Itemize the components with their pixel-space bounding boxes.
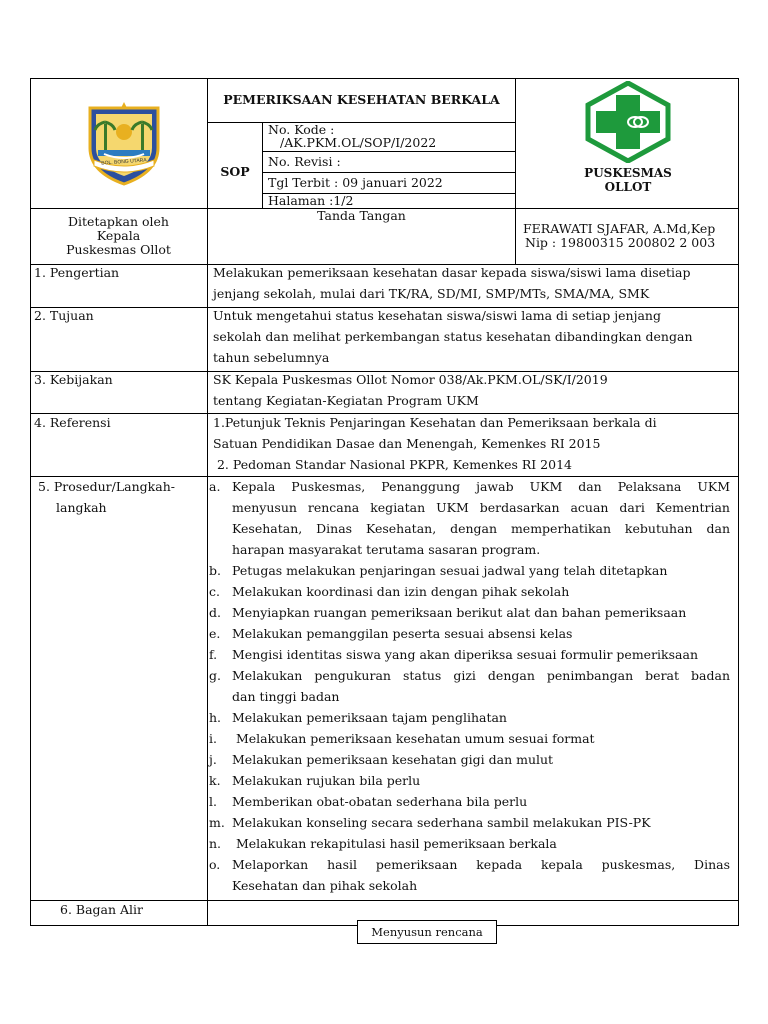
bagan-alir-label: 6. Bagan Alir xyxy=(60,902,144,917)
step-text: Kesehatan dan pihak sekolah xyxy=(232,878,418,893)
document-title: PEMERIKSAAN KESEHATAN BERKALA xyxy=(223,92,500,107)
ditetapkan-line3: Puskesmas Ollot xyxy=(66,242,171,257)
step-marker: n. xyxy=(209,836,222,851)
no-kode-label: No. Kode : xyxy=(268,122,335,137)
step-text: Kesehatan, Dinas Kesehatan, dengan memperhatikan kebutuhan dan xyxy=(232,521,730,536)
step-marker: f. xyxy=(209,647,218,662)
step-marker: o. xyxy=(209,857,221,872)
step-marker: m. xyxy=(209,815,225,830)
ditetapkan-line1: Ditetapkan oleh xyxy=(68,214,169,229)
step-text: Melakukan pemeriksaan kesehatan umum sesuai format xyxy=(232,731,595,746)
pengertian-label: 1. Pengertian xyxy=(34,265,120,280)
kebijakan-line: SK Kepala Puskesmas Ollot Nomor 038/Ak.PKM.OL/SK/I/2019 xyxy=(213,372,608,387)
referensi-line: 1.Petunjuk Teknis Penjaringan Kesehatan dan Pemeriksaan berkala di xyxy=(213,415,657,430)
step-text: menyusun rencana kegiatan UKM berdasarkan acuan dari Kementrian xyxy=(232,500,730,515)
no-kode-value: /AK.PKM.OL/SOP/I/2022 xyxy=(280,135,437,150)
step-marker: h. xyxy=(209,710,222,725)
puskesmas-logo xyxy=(582,81,674,163)
flowchart-box-label: Menyusun rencana xyxy=(371,925,483,939)
regency-logo xyxy=(84,102,164,186)
org-name-line2: OLLOT xyxy=(604,180,652,194)
tujuan-line: tahun sebelumnya xyxy=(213,350,330,365)
step-text: Petugas melakukan penjaringan sesuai jadwal yang telah ditetapkan xyxy=(232,563,668,578)
step-marker: e. xyxy=(209,626,221,641)
step-marker: b. xyxy=(209,563,221,578)
step-text: Melakukan rujukan bila perlu xyxy=(232,773,421,788)
step-text: Kepala Puskesmas, Penanggung jawab UKM dan Pelaksana UKM xyxy=(232,479,730,494)
tanda-tangan: Tanda Tangan xyxy=(317,208,406,223)
step-marker: c. xyxy=(209,584,220,599)
signer-nip: Nip : 19800315 200802 2 003 xyxy=(525,235,716,250)
pengertian-line: jenjang sekolah, mulai dari TK/RA, SD/MI, SMP/MTs, SMA/MA, SMK xyxy=(213,286,650,301)
step-text: Melakukan rekapitulasi hasil pemeriksaan berkala xyxy=(232,836,557,851)
step-marker: k. xyxy=(209,773,221,788)
step-text: Melakukan konseling secara sederhana sambil melakukan PIS-PK xyxy=(232,815,651,830)
step-text: harapan masyarakat terutama sasaran program. xyxy=(232,542,541,557)
referensi-line: Satuan Pendidikan Dasae dan Menengah, Kemenkes RI 2015 xyxy=(213,436,601,451)
step-text: Melakukan koordinasi dan izin dengan pihak sekolah xyxy=(232,584,570,599)
step-text: Melakukan pemanggilan peserta sesuai absensi kelas xyxy=(232,626,573,641)
pengertian-line: Melakukan pemeriksaan kesehatan dasar kepada siswa/siswi lama disetiap xyxy=(213,265,691,280)
prosedur-label: 5. Prosedur/Langkah- xyxy=(38,479,175,494)
tgl-terbit: Tgl Terbit : 09 januari 2022 xyxy=(268,175,443,190)
step-text: Melakukan pengukuran status gizi dengan penimbangan berat badan xyxy=(232,668,730,683)
sop-label: SOP xyxy=(220,164,250,179)
step-text: Memberikan obat-obatan sederhana bila perlu xyxy=(232,794,528,809)
referensi-label: 4. Referensi xyxy=(34,415,111,430)
step-marker: l. xyxy=(209,794,217,809)
tujuan-label: 2. Tujuan xyxy=(34,308,94,323)
step-text: Mengisi identitas siswa yang akan diperiksa sesuai formulir pemeriksaan xyxy=(232,647,698,662)
step-text: Melakukan pemeriksaan tajam penglihatan xyxy=(232,710,507,725)
step-text: Menyiapkan ruangan pemeriksaan berikut alat dan bahan pemeriksaan xyxy=(232,605,687,620)
tujuan-line: Untuk mengetahui status kesehatan siswa/siswi lama di setiap jenjang xyxy=(213,308,661,323)
step-marker: a. xyxy=(209,479,221,494)
signer-name: FERAWATI SJAFAR, A.Md,Kep xyxy=(523,221,716,236)
step-marker: j. xyxy=(209,752,217,767)
logo-banner-text: BOL. BONG UTARA xyxy=(101,157,147,167)
org-name-line1: PUSKESMAS xyxy=(584,166,672,180)
step-text: Melaporkan hasil pemeriksaan kepada kepala puskesmas, Dinas xyxy=(232,857,730,872)
kebijakan-line: tentang Kegiatan-Kegiatan Program UKM xyxy=(213,393,479,408)
flowchart-box xyxy=(357,920,497,944)
step-marker: d. xyxy=(209,605,221,620)
no-revisi: No. Revisi : xyxy=(268,154,341,169)
ditetapkan-line2: Kepala xyxy=(96,228,141,243)
step-text: Melakukan pemeriksaan kesehatan gigi dan mulut xyxy=(232,752,554,767)
prosedur-label: langkah xyxy=(56,500,107,515)
step-marker: g. xyxy=(209,668,221,683)
step-text: dan tinggi badan xyxy=(232,689,340,704)
kebijakan-label: 3. Kebijakan xyxy=(34,372,113,387)
step-marker: i. xyxy=(209,731,217,746)
tujuan-line: sekolah dan melihat perkembangan status kesehatan dibandingkan dengan xyxy=(213,329,693,344)
referensi-line: 2. Pedoman Standar Nasional PKPR, Kemenkes RI 2014 xyxy=(213,457,572,472)
halaman: Halaman :1/2 xyxy=(268,193,354,208)
